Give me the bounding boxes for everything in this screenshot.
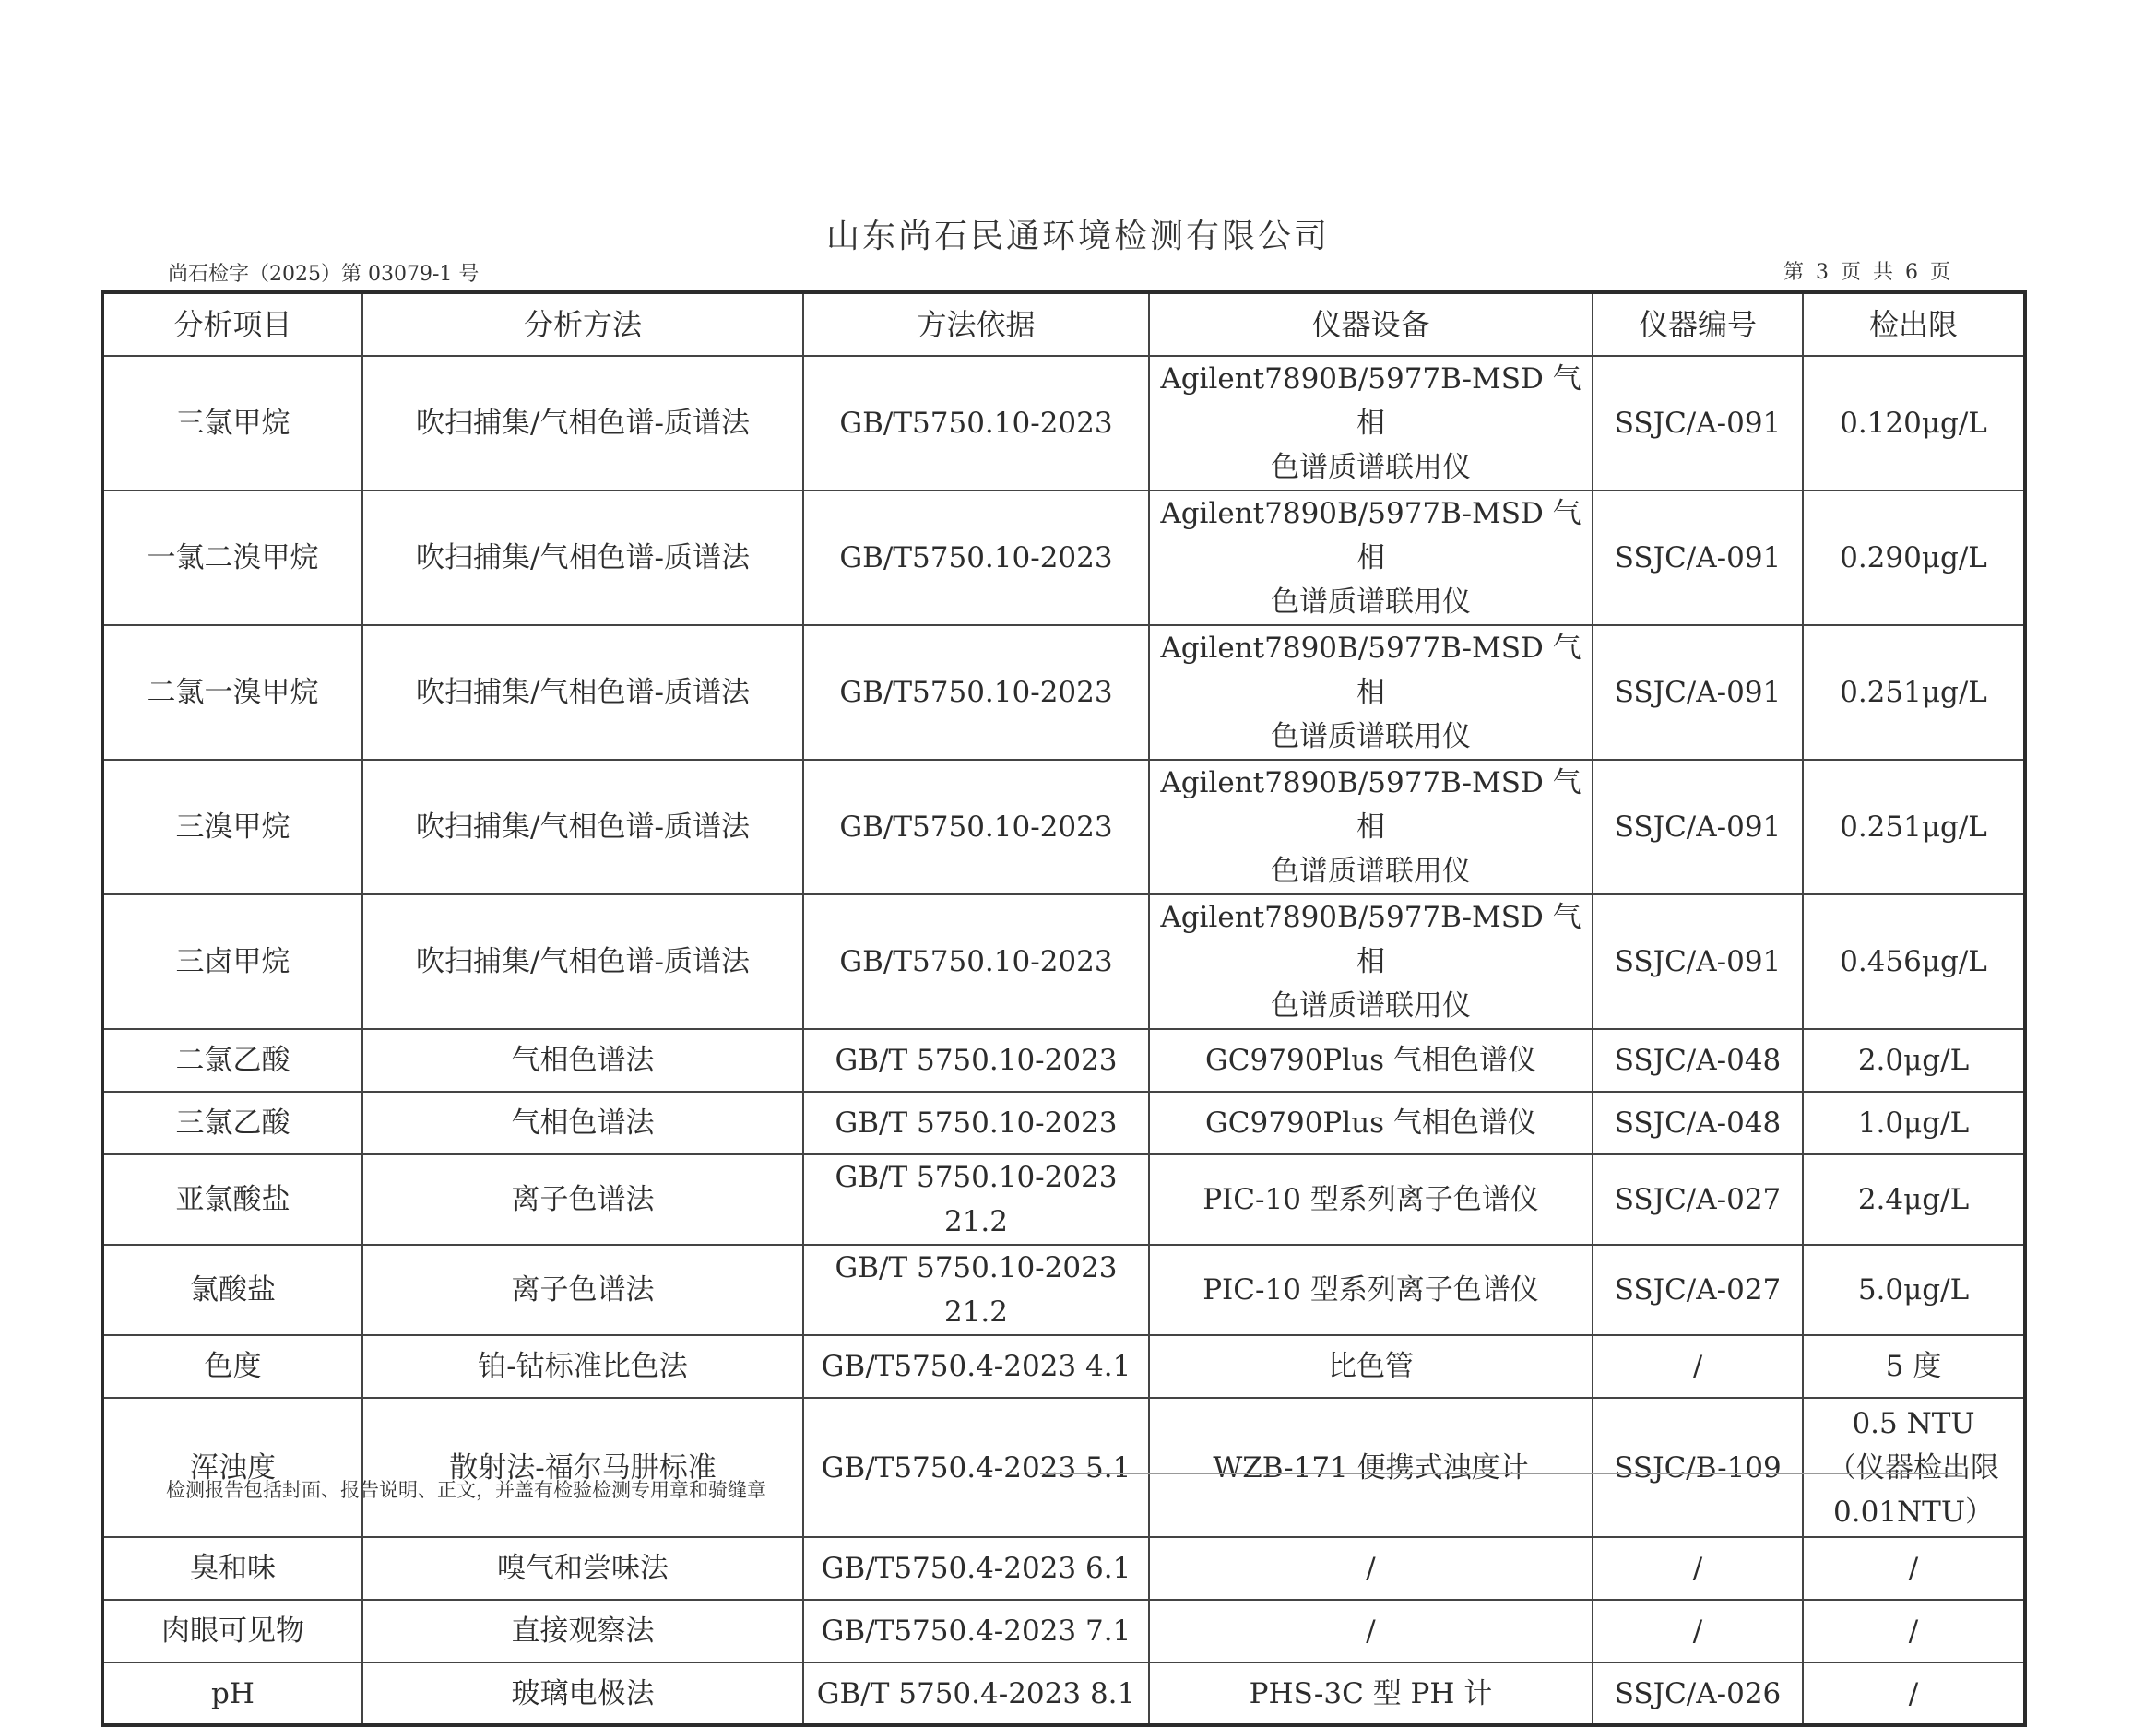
limit-cell: / <box>1803 1662 2025 1725</box>
item-cell: pH <box>102 1662 362 1725</box>
limit-cell: 5.0μg/L <box>1803 1245 2025 1335</box>
equipment-cell <box>1149 491 1593 625</box>
equipment-cell: GC9790Plus 气相色谱仪 <box>1149 1029 1593 1092</box>
table-row <box>102 356 2025 491</box>
equipment-line: Agilent7890B/5977B-MSD 气相 <box>1160 901 1581 978</box>
equipment-line: Agilent7890B/5977B-MSD 气相 <box>1160 632 1581 709</box>
method-cell: 吹扫捕集/气相色谱-质谱法 <box>362 625 803 760</box>
basis-cell: GB/T5750.10-2023 <box>803 356 1149 491</box>
limit-cell: 0.251μg/L <box>1803 625 2025 760</box>
method-cell: 吹扫捕集/气相色谱-质谱法 <box>362 356 803 491</box>
item-cell: 臭和味 <box>102 1537 362 1600</box>
limit-cell: / <box>1803 1600 2025 1662</box>
footer-note: 检测报告包括封面、报告说明、正文，并盖有检验检测专用章和骑缝章 <box>166 1479 766 1501</box>
equipment-no-cell: / <box>1593 1537 1803 1600</box>
table-row <box>102 894 2025 1029</box>
basis-cell: GB/T5750.4-2023 4.1 <box>803 1335 1149 1398</box>
item-cell: 二氯一溴甲烷 <box>102 625 362 760</box>
column-header-equipment: 仪器设备 <box>1149 292 1593 356</box>
method-cell: 嗅气和尝味法 <box>362 1537 803 1600</box>
equipment-cell: WZB-171 便携式浊度计 <box>1149 1398 1593 1537</box>
equipment-no-cell: SSJC/A-026 <box>1593 1662 1803 1725</box>
basis-cell: GB/T5750.4-2023 5.1 <box>803 1398 1149 1537</box>
basis-cell: GB/T5750.4-2023 7.1 <box>803 1600 1149 1662</box>
basis-cell: GB/T5750.10-2023 <box>803 491 1149 625</box>
analysis-method-table <box>101 290 2027 1727</box>
basis-cell: GB/T 5750.10-2023 <box>803 1092 1149 1154</box>
method-cell: 气相色谱法 <box>362 1029 803 1092</box>
limit-cell: / <box>1803 1537 2025 1600</box>
basis-cell: GB/T 5750.10-2023 21.2 <box>803 1245 1149 1335</box>
equipment-line: Agilent7890B/5977B-MSD 气相 <box>1160 362 1581 440</box>
table-row <box>102 1092 2025 1154</box>
table-row <box>102 1245 2025 1335</box>
report-number: 尚石检字（2025）第 03079-1 号 <box>168 263 480 286</box>
table-row <box>102 760 2025 894</box>
equipment-no-cell: SSJC/A-091 <box>1593 760 1803 894</box>
method-cell: 吹扫捕集/气相色谱-质谱法 <box>362 894 803 1029</box>
table-header-row <box>102 292 2025 356</box>
limit-cell: 0.290μg/L <box>1803 491 2025 625</box>
item-cell: 三氯乙酸 <box>102 1092 362 1154</box>
limit-cell: 2.0μg/L <box>1803 1029 2025 1092</box>
equipment-line: Agilent7890B/5977B-MSD 气相 <box>1160 766 1581 844</box>
equipment-cell: PHS-3C 型 PH 计 <box>1149 1662 1593 1725</box>
table-row <box>102 1662 2025 1725</box>
equipment-cell: PIC-10 型系列离子色谱仪 <box>1149 1154 1593 1245</box>
equipment-no-cell: SSJC/A-091 <box>1593 625 1803 760</box>
equipment-line: 色谱质谱联用仪 <box>1271 989 1471 1023</box>
method-cell: 散射法-福尔马肼标准 <box>362 1398 803 1537</box>
column-header-basis: 方法依据 <box>803 292 1149 356</box>
equipment-no-cell: SSJC/A-091 <box>1593 491 1803 625</box>
item-cell: 色度 <box>102 1335 362 1398</box>
item-cell: 肉眼可见物 <box>102 1600 362 1662</box>
method-cell: 吹扫捕集/气相色谱-质谱法 <box>362 491 803 625</box>
equipment-no-cell: SSJC/A-091 <box>1593 356 1803 491</box>
equipment-line: Agilent7890B/5977B-MSD 气相 <box>1160 497 1581 574</box>
equipment-cell <box>1149 356 1593 491</box>
equipment-cell: 比色管 <box>1149 1335 1593 1398</box>
equipment-cell: / <box>1149 1537 1593 1600</box>
method-cell: 离子色谱法 <box>362 1154 803 1245</box>
limit-cell: 0.120μg/L <box>1803 356 2025 491</box>
item-cell: 二氯乙酸 <box>102 1029 362 1092</box>
equipment-no-cell: SSJC/A-091 <box>1593 894 1803 1029</box>
page-info: 第 3 页 共 6 页 <box>1783 261 1950 284</box>
equipment-cell <box>1149 625 1593 760</box>
equipment-line: 色谱质谱联用仪 <box>1271 586 1471 619</box>
method-cell: 铂-钴标准比色法 <box>362 1335 803 1398</box>
limit-line: 0.5 NTU <box>1852 1406 1975 1440</box>
limit-line: 0.01NTU） <box>1833 1495 1994 1529</box>
equipment-line: 色谱质谱联用仪 <box>1271 451 1471 484</box>
equipment-cell: / <box>1149 1600 1593 1662</box>
limit-cell <box>1803 1398 2025 1537</box>
column-header-detection-limit: 检出限 <box>1803 292 2025 356</box>
basis-cell: GB/T5750.10-2023 <box>803 894 1149 1029</box>
limit-cell: 1.0μg/L <box>1803 1092 2025 1154</box>
basis-cell: GB/T 5750.10-2023 <box>803 1029 1149 1092</box>
equipment-cell: GC9790Plus 气相色谱仪 <box>1149 1092 1593 1154</box>
item-cell: 三溴甲烷 <box>102 760 362 894</box>
equipment-no-cell: SSJC/A-048 <box>1593 1092 1803 1154</box>
column-header-equipment-no: 仪器编号 <box>1593 292 1803 356</box>
equipment-no-cell: / <box>1593 1335 1803 1398</box>
table-row <box>102 1335 2025 1398</box>
equipment-cell: PIC-10 型系列离子色谱仪 <box>1149 1245 1593 1335</box>
item-cell: 亚氯酸盐 <box>102 1154 362 1245</box>
basis-cell: GB/T5750.10-2023 <box>803 760 1149 894</box>
table-row <box>102 1537 2025 1600</box>
company-title: 山东尚石民通环境检测有限公司 <box>825 218 1330 255</box>
item-cell: 氯酸盐 <box>102 1245 362 1335</box>
limit-cell: 0.251μg/L <box>1803 760 2025 894</box>
equipment-no-cell: / <box>1593 1600 1803 1662</box>
table-row <box>102 1398 2025 1537</box>
limit-cell: 5 度 <box>1803 1335 2025 1398</box>
table-row <box>102 491 2025 625</box>
item-cell: 一氯二溴甲烷 <box>102 491 362 625</box>
method-cell: 直接观察法 <box>362 1600 803 1662</box>
limit-cell: 2.4μg/L <box>1803 1154 2025 1245</box>
equipment-cell <box>1149 894 1593 1029</box>
basis-cell: GB/T 5750.4-2023 8.1 <box>803 1662 1149 1725</box>
equipment-line: 色谱质谱联用仪 <box>1271 855 1471 888</box>
table-row <box>102 625 2025 760</box>
item-cell: 三卤甲烷 <box>102 894 362 1029</box>
method-cell: 吹扫捕集/气相色谱-质谱法 <box>362 760 803 894</box>
equipment-no-cell: SSJC/A-027 <box>1593 1154 1803 1245</box>
footer-divider <box>1040 1473 1962 1474</box>
method-cell: 离子色谱法 <box>362 1245 803 1335</box>
basis-cell: GB/T5750.4-2023 6.1 <box>803 1537 1149 1600</box>
table-row <box>102 1029 2025 1092</box>
column-header-item: 分析项目 <box>102 292 362 356</box>
limit-cell: 0.456μg/L <box>1803 894 2025 1029</box>
item-cell: 浑浊度 <box>102 1398 362 1537</box>
method-cell: 气相色谱法 <box>362 1092 803 1154</box>
basis-cell: GB/T 5750.10-2023 21.2 <box>803 1154 1149 1245</box>
equipment-no-cell: SSJC/B-109 <box>1593 1398 1803 1537</box>
column-header-method: 分析方法 <box>362 292 803 356</box>
table-row <box>102 1600 2025 1662</box>
equipment-line: 色谱质谱联用仪 <box>1271 720 1471 753</box>
method-cell: 玻璃电极法 <box>362 1662 803 1725</box>
equipment-cell <box>1149 760 1593 894</box>
item-cell: 三氯甲烷 <box>102 356 362 491</box>
equipment-no-cell: SSJC/A-048 <box>1593 1029 1803 1092</box>
table-row <box>102 1154 2025 1245</box>
equipment-no-cell: SSJC/A-027 <box>1593 1245 1803 1335</box>
limit-line: （仪器检出限 <box>1828 1450 1999 1485</box>
basis-cell: GB/T5750.10-2023 <box>803 625 1149 760</box>
